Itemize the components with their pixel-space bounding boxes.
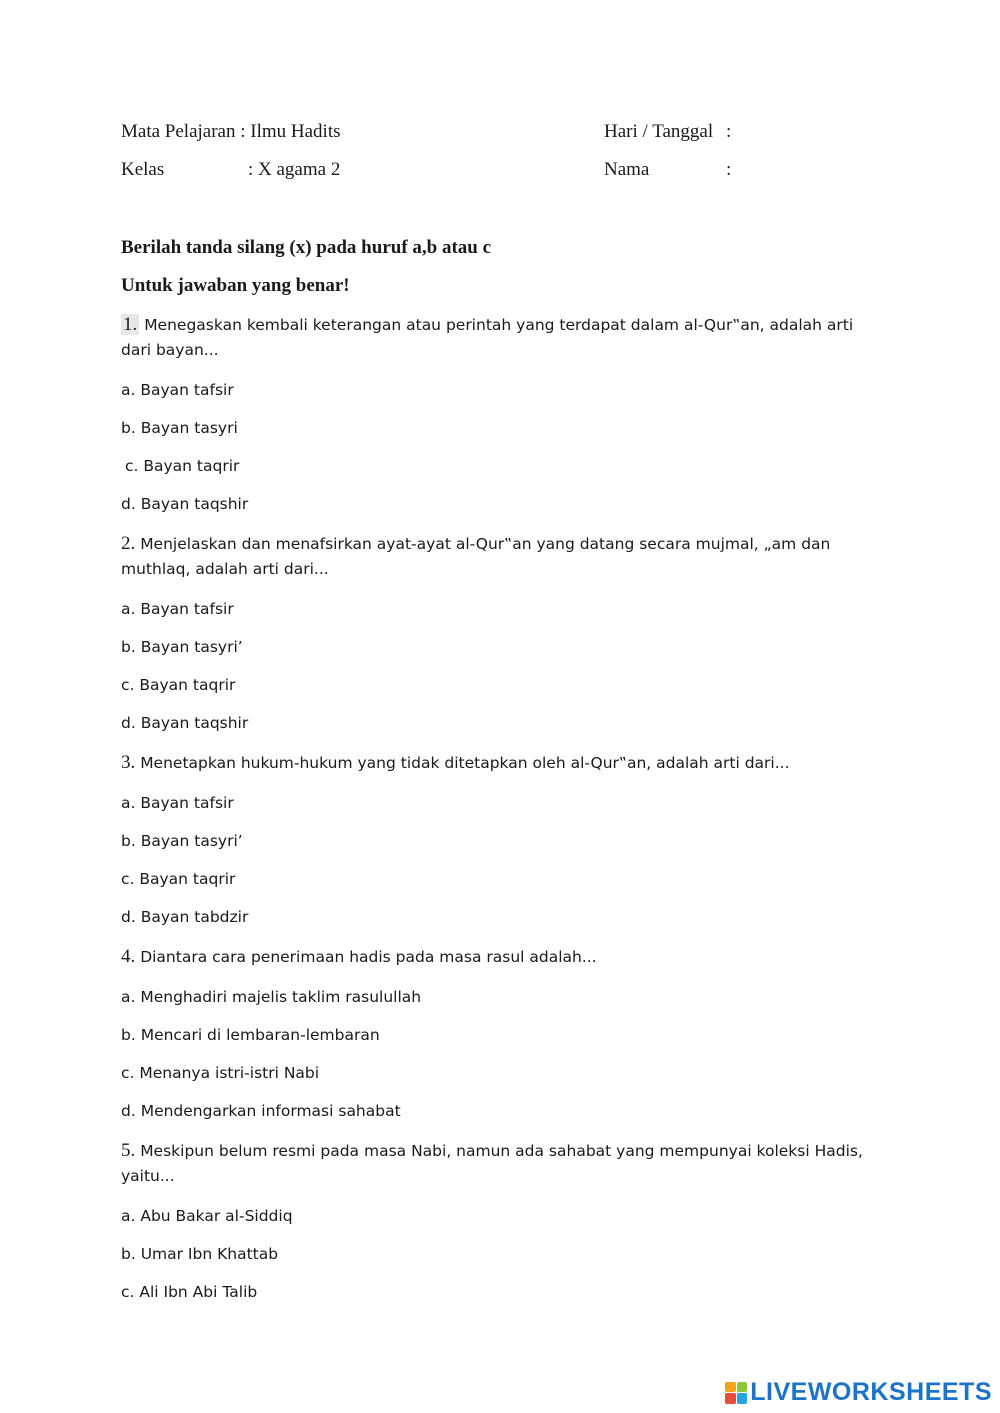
logo-square-4 [737, 1393, 748, 1404]
name-label: Nama [604, 159, 650, 180]
logo-square-2 [737, 1382, 748, 1393]
date-value: : [726, 121, 732, 142]
question-3 [121, 750, 881, 928]
option-a[interactable]: a. Abu Bakar al-Siddiq [121, 1207, 293, 1225]
option-a[interactable]: a. Bayan tafsir [121, 381, 234, 399]
name-value: : [726, 159, 732, 180]
question-text: Diantara cara penerimaan hadis pada masa rasul adalah... [140, 948, 597, 966]
question-number: 1. [123, 314, 138, 335]
instruction-line-1: Berilah tanda silang (x) pada huruf a,b atau c [121, 237, 492, 258]
liveworksheets-wordmark: LIVEWORKSHEETS [750, 1378, 992, 1406]
subject-value: : Ilmu Hadits [240, 121, 341, 142]
option-d[interactable]: d. Bayan taqshir [121, 495, 249, 513]
option-b[interactable]: b. Bayan tasyri’ [121, 832, 243, 850]
liveworksheets-logo [725, 1378, 992, 1407]
subject-label: Mata Pelajaran [121, 121, 236, 142]
question-number: 2. [121, 533, 136, 554]
instruction-line-2: Untuk jawaban yang benar! [121, 275, 350, 296]
option-b[interactable]: b. Umar Ibn Khattab [121, 1245, 279, 1263]
question-number: 3. [121, 752, 136, 773]
option-c[interactable]: c. Menanya istri-istri Nabi [121, 1064, 320, 1082]
date-label: Hari / Tanggal [604, 121, 714, 142]
option-c[interactable]: c. Ali Ibn Abi Talib [121, 1283, 258, 1301]
question-text: Menetapkan hukum-hukum yang tidak ditetapkan oleh al-Qur‟an, adalah arti dari... [140, 754, 790, 772]
logo-square-1 [725, 1382, 736, 1393]
option-d[interactable]: d. Bayan tabdzir [121, 908, 249, 926]
logo-square-3 [725, 1393, 736, 1404]
option-d[interactable]: d. Bayan taqshir [121, 714, 249, 732]
question-1 [121, 312, 881, 515]
option-d[interactable]: d. Mendengarkan informasi sahabat [121, 1102, 401, 1120]
option-a[interactable]: a. Bayan tafsir [121, 600, 234, 618]
question-list [121, 312, 881, 1319]
liveworksheets-logo-icon [725, 1382, 747, 1404]
option-b[interactable]: b. Bayan tasyri [121, 419, 238, 437]
class-label: Kelas [121, 159, 165, 180]
option-c[interactable]: c. Bayan taqrir [125, 457, 240, 475]
option-a[interactable]: a. Menghadiri majelis taklim rasulullah [121, 988, 422, 1006]
option-c[interactable]: c. Bayan taqrir [121, 676, 236, 694]
date-line [604, 121, 731, 143]
option-c[interactable]: c. Bayan taqrir [121, 870, 236, 888]
question-number: 4. [121, 946, 136, 967]
question-5 [121, 1138, 881, 1303]
question-2 [121, 531, 881, 734]
class-line [121, 159, 340, 181]
option-b[interactable]: b. Mencari di lembaran-lembaran [121, 1026, 380, 1044]
question-number: 5. [121, 1140, 136, 1161]
question-4 [121, 944, 881, 1122]
question-text: Menjelaskan dan menafsirkan ayat-ayat al-Qur‟an yang datang secara mujmal, „am dan muthlaq, adalah arti dari... [121, 535, 831, 578]
subject-line [121, 121, 341, 143]
class-value: : X agama 2 [248, 159, 341, 180]
question-text: Menegaskan kembali keterangan atau perintah yang terdapat dalam al-Qur‟an, adalah arti dari bayan... [121, 316, 854, 359]
question-text: Meskipun belum resmi pada masa Nabi, namun ada sahabat yang mempunyai koleksi Hadis, yaitu... [121, 1142, 863, 1185]
name-line [604, 159, 731, 181]
option-b[interactable]: b. Bayan tasyri’ [121, 638, 243, 656]
option-a[interactable]: a. Bayan tafsir [121, 794, 234, 812]
